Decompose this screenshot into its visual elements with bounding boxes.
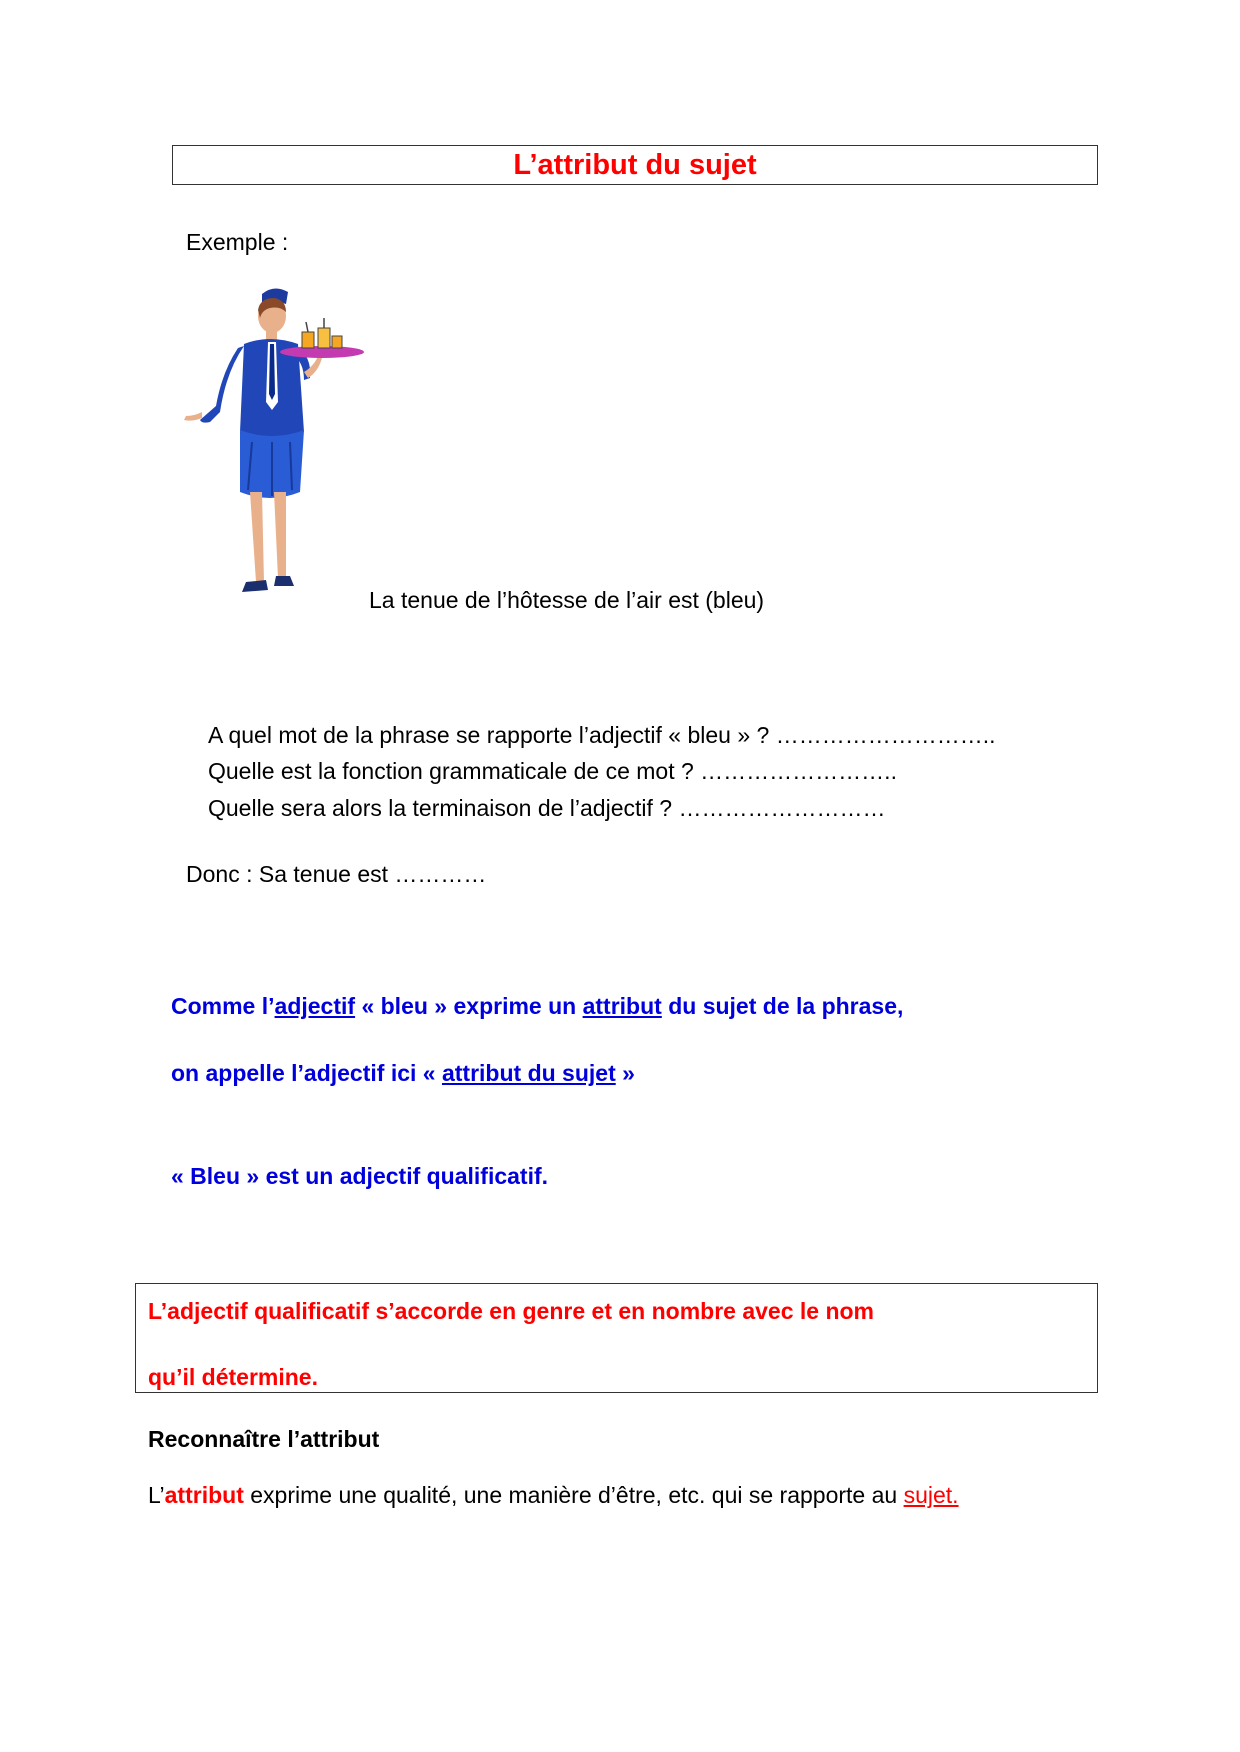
definition-text: exprime une qualité, une manière d’être, etc. qui se rapporte au (243, 1482, 904, 1508)
question-2: Quelle est la fonction grammaticale de ce mot ? …………………….. (208, 758, 897, 784)
explanation-line-1 (171, 993, 903, 1020)
question-3: Quelle sera alors la terminaison de l’adjectif ? ……………………… (208, 795, 886, 821)
sujet-link[interactable]: sujet. (903, 1482, 959, 1508)
explanation-text: on appelle l’adjectif ici « (171, 1060, 442, 1086)
attribut-term: attribut (582, 993, 662, 1019)
section-heading: Reconnaître l’attribut (148, 1426, 380, 1452)
conclusion: Donc : Sa tenue est ………… (186, 861, 487, 887)
adjectif-term: adjectif (274, 993, 356, 1019)
title-box (172, 145, 1098, 185)
example-sentence: La tenue de l’hôtesse de l’air est (bleu) (369, 587, 765, 613)
attribut-du-sujet-term: attribut du sujet (441, 1060, 616, 1086)
definition (148, 1482, 959, 1510)
attribut-keyword: attribut (164, 1482, 244, 1508)
explanation-text: Comme l’ (171, 993, 275, 1019)
explanation-text: » (615, 1060, 635, 1086)
explanation-line-3: « Bleu » est un adjectif qualificatif. (171, 1163, 549, 1189)
question-1: A quel mot de la phrase se rapporte l’adjectif « bleu » ? ……………………….. (208, 722, 996, 748)
definition-text: L’ (148, 1482, 165, 1508)
explanation-line-2 (171, 1060, 635, 1087)
example-label: Exemple : (186, 229, 289, 255)
rule-line-1: L’adjectif qualificatif s’accorde en genre et en nombre avec le nom (148, 1298, 875, 1324)
rule-line-2: qu’il détermine. (148, 1364, 318, 1390)
page-title: L’attribut du sujet (513, 148, 757, 181)
explanation-text: « bleu » exprime un (355, 993, 583, 1019)
explanation-text: du sujet de la phrase, (661, 993, 904, 1019)
flight-attendant-illustration (182, 282, 366, 608)
